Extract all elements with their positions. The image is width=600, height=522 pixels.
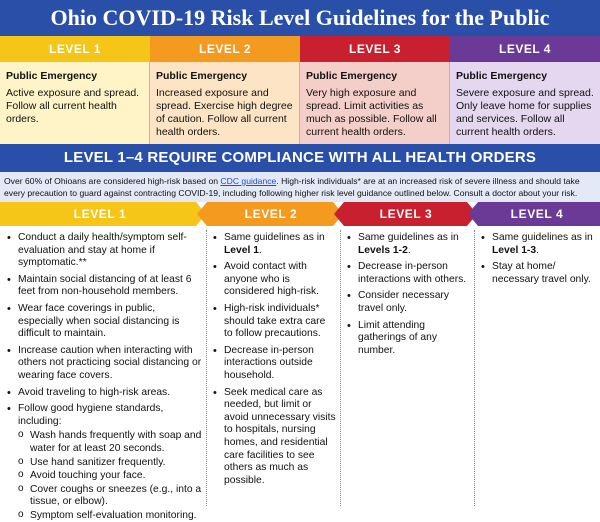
list-item: • Wear face coverings in public, especially when social distancing is difficult to maintain. [4,303,202,341]
note-text-start: Over 60% of Ohioans are considered high-risk based on [4,176,221,186]
list-item: • Consider necessary travel only. [344,290,470,315]
list-item-punct: . [407,244,411,256]
list-item: • Seek medical care as needed, but limit or avoid unnecessary visits to hospitals, nursing homes, and residential care facilities to see others as much as possible. [210,387,336,488]
level-3-card-title: Public Emergency [306,70,398,82]
list-item-bold: Level 1 [224,244,259,256]
list-item: • Decrease in-person interactions with others. [344,261,470,286]
column-divider [340,230,341,506]
list-item: • Increase caution when interacting with others not practicing social distancing or wearing face covers. [4,345,202,383]
level-4-guidance [478,226,598,506]
list-item-text: Same guidelines as in [224,232,325,243]
level-3-card [300,62,450,144]
list-item: • Follow good hygiene standards, including: [4,403,202,428]
list-item: • Avoid traveling to high-risk areas. [4,387,202,400]
level-2-arrow-label: LEVEL 2 [244,207,298,221]
level-3-header: LEVEL 3 [300,36,450,62]
level-4-card [450,62,600,144]
sub-list-item: o Cover coughs or sneezes (e.g., into a tissue, or elbow). [4,484,202,509]
level-2-guidance [210,226,336,506]
guidance-columns [0,226,600,521]
list-item-bold: Level 1-3 [492,244,537,256]
list-item: • Maintain social distancing of at least 6 feet from non-household members. [4,274,202,299]
list-item: • High-risk individuals* should take extra care to follow precautions. [210,303,336,341]
list-item-text: Same guidelines as in [492,232,593,243]
level-1-arrow-label: LEVEL 1 [73,207,127,221]
sub-list-item: o Use hand sanitizer frequently. [4,457,202,470]
list-item: • Limit attending gatherings of any number. [344,320,470,358]
sub-list-item: o Symptom self-evaluation monitoring. [4,510,202,522]
list-item [478,232,598,257]
level-1-card-text: Active exposure and spread. Follow all current health orders. [6,87,140,125]
list-item-punct: . [258,244,262,256]
level-1-card-title: Public Emergency [6,70,98,82]
level-4-card-title: Public Emergency [456,70,548,82]
list-item-text: Same guidelines as in [358,232,459,243]
list-item: • Conduct a daily health/symptom self-evaluation and stay at home if symptomatic.** [4,232,202,270]
list-item [210,232,336,257]
high-risk-note [0,172,600,202]
level-1-guidance [4,226,202,521]
level-1-card [0,62,150,144]
level-3-guidance [344,226,470,506]
list-item: • Avoid contact with anyone who is considered high-risk. [210,261,336,299]
column-divider [206,230,207,506]
cdc-guidance-link[interactable]: CDC guidance [220,176,277,186]
level-3-arrow-label: LEVEL 3 [379,207,433,221]
level-arrow-row [0,202,600,226]
column-divider [474,230,475,506]
page-title: Ohio COVID-19 Risk Level Guidelines for the Public [0,0,600,36]
list-item-bold: Levels 1-2 [358,244,408,256]
level-2-card-title: Public Emergency [156,70,248,82]
level-4-card-text: Severe exposure and spread. Only leave home for supplies and services. Follow all current health orders. [456,87,594,138]
level-card-row [0,62,600,144]
level-3-card-text: Very high exposure and spread. Limit activities as much as possible. Follow all current health orders. [306,87,437,138]
level-2-card [150,62,300,144]
compliance-banner: LEVEL 1–4 REQUIRE COMPLIANCE WITH ALL HEALTH ORDERS [0,144,600,172]
list-item [344,232,470,257]
level-4-arrow-label: LEVEL 4 [510,207,564,221]
level-2-card-text: Increased exposure and spread. Exercise high degree of caution. Follow all current health orders. [156,87,293,138]
list-item-punct: . [536,244,539,256]
list-item: • Decrease in-person interactions outside household. [210,345,336,383]
level-2-header: LEVEL 2 [150,36,300,62]
sub-list-item: o Wash hands frequently with soap and water for at least 20 seconds. [4,430,202,455]
note-text-end: . High-risk individuals* are at an increased risk of severe illness and should take every precaution to guard against contracting COVID-19, including following higher risk level guidance outlined below. Consult a doctor about your risk. [4,176,580,198]
sub-list-item: o Avoid touching your face. [4,470,202,483]
level-header-row [0,36,600,62]
level-1-header: LEVEL 1 [0,36,150,62]
list-item: • Stay at home/ necessary travel only. [478,261,598,286]
level-4-header: LEVEL 4 [450,36,600,62]
